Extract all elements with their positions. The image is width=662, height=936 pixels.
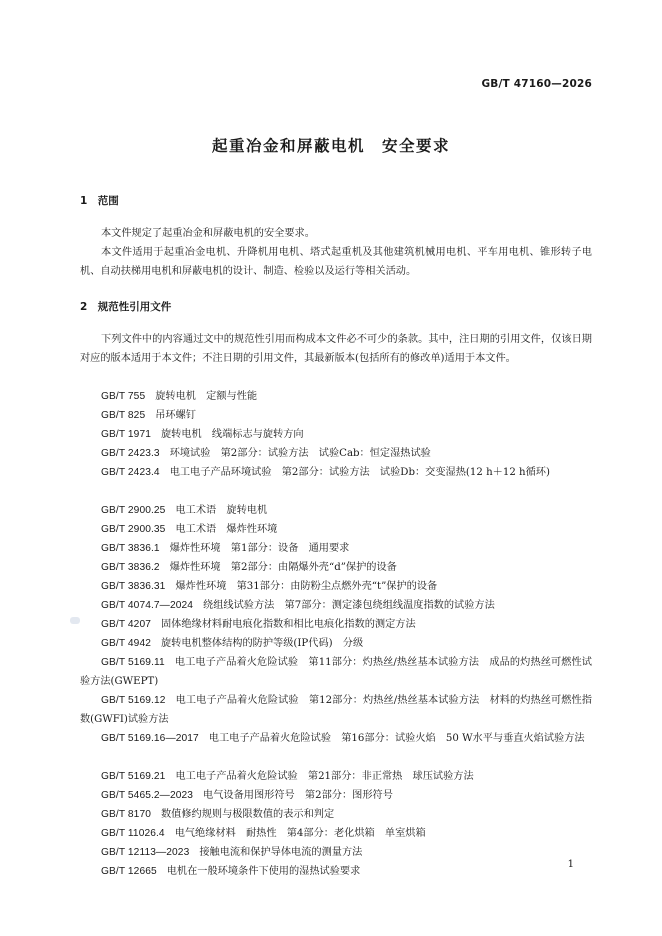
reference-title: 电工电子产品着火危险试验 第21部分：非正常热 球压试验方法 [175, 771, 474, 782]
reference-title: 电工电子产品着火危险试验 第12部分：灼热丝/热丝基本试验方法 材料的灼热丝可燃性指数(GWFI)试验方法 [80, 695, 592, 725]
reference-code: GB/T 5465.2—2023 [101, 790, 194, 801]
reference-title: 电工电子产品环境试验 第2部分：试验方法 试验Db：交变湿热(12 h＋12 h循环) [169, 467, 550, 478]
reference-code: GB/T 3836.2 [101, 562, 160, 573]
reference-code: GB/T 11026.4 [101, 828, 165, 839]
reference-title: 固体绝缘材料耐电痕化指数和相比电痕化指数的测定方法 [160, 619, 416, 630]
reference-item [80, 653, 592, 691]
reference-item [80, 691, 592, 729]
reference-code: GB/T 4942 [101, 638, 151, 649]
reference-item [80, 558, 592, 577]
reference-title: 电机在一般环境条件下使用的湿热试验要求 [166, 866, 361, 877]
reference-item [80, 805, 592, 824]
section-heading-normative-references: 2 规范性引用文件 [80, 301, 172, 313]
reference-code: GB/T 5169.21 [101, 771, 166, 782]
reference-code: GB/T 825 [101, 410, 146, 421]
reference-item [80, 425, 592, 444]
reference-item [80, 767, 592, 786]
reference-item [80, 577, 592, 596]
reference-title: 旋转电机 线端标志与旋转方向 [160, 429, 304, 440]
reference-code: GB/T 4074.7—2024 [101, 600, 194, 611]
reference-title: 吊环螺钉 [155, 410, 196, 421]
reference-title: 旋转电机整体结构的防护等级(IP代码) 分级 [160, 638, 364, 649]
scope-paragraph: 本文件适用于起重冶金电机、升降机用电机、塔式起重机及其他建筑机械用电机、平车用电机、锥形转子电机、自动扶梯用电机和屏蔽电机的设计、制造、检验以及运行等相关活动。 [80, 247, 592, 277]
reference-title: 环境试验 第2部分：试验方法 试验Cab：恒定湿热试验 [169, 448, 431, 459]
reference-title: 绕组线试验方法 第7部分：测定漆包绕组线温度指数的试验方法 [203, 600, 495, 611]
reference-item [80, 406, 592, 425]
reference-item [80, 729, 592, 748]
reference-code: GB/T 5169.11 [101, 657, 165, 668]
reference-item [80, 520, 592, 539]
reference-item [80, 539, 592, 558]
reference-code: GB/T 2423.4 [101, 467, 160, 478]
document-code: GB/T 47160—2026 [481, 78, 592, 90]
page-number: 1 [567, 859, 574, 870]
reference-title: 爆炸性环境 第2部分：由隔爆外壳“d”保护的设备 [169, 562, 397, 573]
reference-code: GB/T 5169.12 [101, 695, 166, 706]
document-title: 起重冶金和屏蔽电机 安全要求 [211, 137, 450, 155]
reference-code: GB/T 2423.3 [101, 448, 160, 459]
reference-item [80, 444, 592, 463]
reference-item [80, 501, 592, 520]
reference-item [80, 824, 592, 843]
reference-title: 爆炸性环境 第31部分：由防粉尘点燃外壳“t”保护的设备 [175, 581, 438, 592]
reference-title: 爆炸性环境 第1部分：设备 通用要求 [169, 543, 350, 554]
reference-code: GB/T 755 [101, 391, 146, 402]
reference-item [80, 387, 592, 406]
reference-title: 数值修约规则与极限数值的表示和判定 [160, 809, 335, 820]
reference-title: 电工电子产品着火危险试验 第16部分：试验火焰 50 W水平与垂直火焰试验方法 [208, 733, 585, 744]
reference-title: 电气设备用图形符号 第2部分：图形符号 [203, 790, 393, 801]
reference-code: GB/T 8170 [101, 809, 151, 820]
scope-paragraph: 本文件规定了起重冶金和屏蔽电机的安全要求。 [101, 228, 315, 239]
reference-title: 电工电子产品着火危险试验 第11部分：灼热丝/热丝基本试验方法 成品的灼热丝可燃性试验方法(GWEPT) [80, 657, 592, 687]
references-intro-paragraph: 下列文件中的内容通过文中的规范性引用而构成本文件必不可少的条款。其中，注日期的引用文件，仅该日期对应的版本适用于本文件；不注日期的引用文件，其最新版本(包括所有的修改单)适用于本文件。 [80, 334, 592, 364]
reference-code: GB/T 4207 [101, 619, 151, 630]
reference-code: GB/T 12665 [101, 866, 157, 877]
reference-item [80, 634, 592, 653]
reference-code: GB/T 1971 [101, 429, 151, 440]
reference-item [80, 862, 592, 881]
reference-title: 电气绝缘材料 耐热性 第4部分：老化烘箱 单室烘箱 [174, 828, 426, 839]
reference-item [80, 596, 592, 615]
section-heading-scope: 1 范围 [80, 195, 119, 207]
reference-item [80, 786, 592, 805]
reference-code: GB/T 12113—2023 [101, 847, 190, 858]
reference-item [80, 843, 592, 862]
reference-title: 电工术语 旋转电机 [175, 505, 268, 516]
reference-title: 电工术语 爆炸性环境 [175, 524, 278, 535]
reference-item [80, 463, 592, 482]
reference-code: GB/T 2900.35 [101, 524, 166, 535]
reference-code: GB/T 2900.25 [101, 505, 166, 516]
reference-code: GB/T 3836.1 [101, 543, 160, 554]
reference-item [80, 615, 592, 634]
reference-code: GB/T 3836.31 [101, 581, 166, 592]
reference-title: 旋转电机 定额与性能 [155, 391, 258, 402]
reference-title: 接触电流和保护导体电流的测量方法 [199, 847, 363, 858]
watermark-mark [70, 617, 80, 624]
reference-code: GB/T 5169.16—2017 [101, 733, 199, 744]
